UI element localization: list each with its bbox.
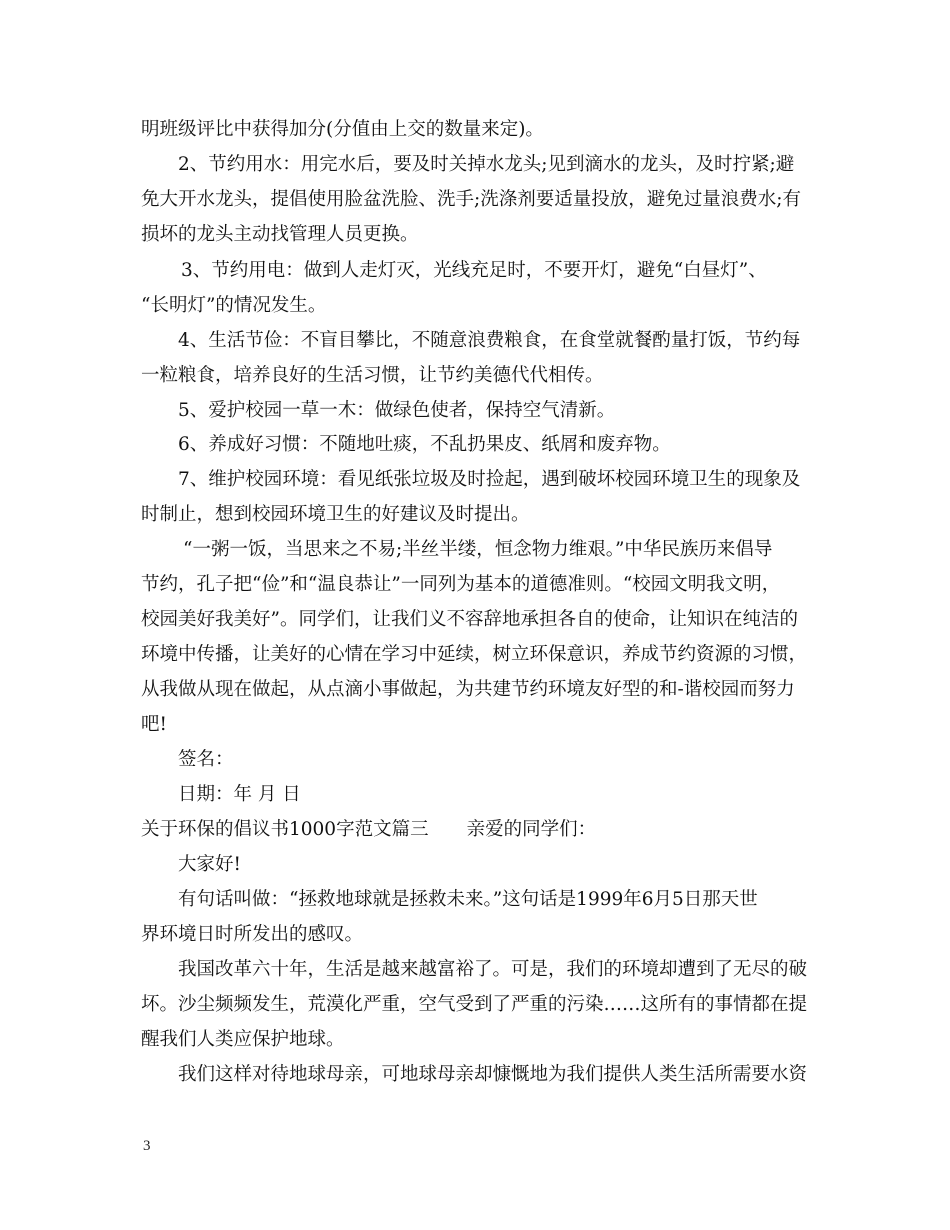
text-line: 损坏的龙头主动找管理人员更换。 bbox=[141, 224, 419, 245]
text-line: 4、生活节俭：不盲目攀比，不随意浪费粮食，在食堂就餐酌量打饭，节约每 bbox=[178, 330, 801, 351]
signature-line: 签名： bbox=[178, 749, 234, 770]
date-line: 日期：年 月 日 bbox=[178, 784, 301, 805]
text-line: 2、节约用水：用完水后，要及时关掉水龙头;见到滴水的龙头，及时拧紧;避 bbox=[178, 154, 795, 175]
text-line: 5、爱护校园一草一木：做绿色使者，保持空气清新。 bbox=[178, 400, 616, 421]
text-line: 大家好! bbox=[178, 854, 241, 875]
text-line: 7、维护校园环境：看见纸张垃圾及时捡起，遇到破坏校园环境卫生的现象及 bbox=[178, 469, 801, 490]
text-line: 校园美好我美好”。同学们，让我们义不容辞地承担各自的使命，让知识在纯洁的 bbox=[141, 609, 798, 630]
text-line: 6、养成好习惯：不随地吐痰，不乱扔果皮、纸屑和废弃物。 bbox=[178, 434, 671, 455]
salutation: 亲爱的同学们： bbox=[466, 819, 597, 840]
page-number: 3 bbox=[143, 1138, 151, 1154]
section-heading: 关于环保的倡议书1000字范文篇三 bbox=[141, 819, 429, 840]
text-line: 环境中传播，让美好的心情在学习中延续，树立环保意识，养成节约资源的习惯， bbox=[141, 644, 808, 665]
text-line: 节约，孔子把“俭”和“温良恭让”一同列为基本的道德准则。“校园文明我文明， bbox=[141, 574, 781, 595]
text-line: 界环境日时所发出的感叹。 bbox=[141, 924, 364, 945]
text-line: 醒我们人类应保护地球。 bbox=[141, 1029, 345, 1050]
text-line: 我们这样对待地球母亲，可地球母亲却慷慨地为我们提供人类生活所需要水资 bbox=[178, 1064, 808, 1085]
text-line: 3、节约用电：做到人走灯灭，光线充足时，不要开灯，避免“白昼灯”、 bbox=[181, 260, 767, 281]
text-line: 明班级评比中获得加分(分值由上交的数量来定)。 bbox=[141, 119, 544, 140]
text-line: 坏。沙尘频频发生，荒漠化严重，空气受到了严重的污染……这所有的事情都在提 bbox=[141, 994, 808, 1015]
text-line: 有句话叫做：“拯救地球就是拯救未来。”这句话是1999年6月5日那天世 bbox=[178, 889, 758, 910]
text-line: 吧! bbox=[141, 714, 167, 735]
text-line: 免大开水龙头，提倡使用脸盆洗脸、洗手;洗涤剂要适量投放，避免过量浪费水;有 bbox=[141, 189, 801, 210]
text-line: “一粥一饭，当思来之不易;半丝半缕，恒念物力维艰。”中华民族历来倡导 bbox=[183, 539, 773, 560]
text-line: “长明灯”的情况发生。 bbox=[141, 295, 327, 316]
text-line: 从我做从现在做起，从点滴小事做起，为共建节约环境友好型的和-谐校园而努力 bbox=[141, 679, 795, 700]
section-heading-line bbox=[141, 818, 596, 842]
text-line: 一粒粮食，培养良好的生活习惯，让节约美德代代相传。 bbox=[141, 365, 604, 386]
text-line: 时制止，想到校园环境卫生的好建议及时提出。 bbox=[141, 504, 530, 525]
text-line: 我国改革六十年，生活是越来越富裕了。可是，我们的环境却遭到了无尽的破 bbox=[178, 959, 808, 980]
